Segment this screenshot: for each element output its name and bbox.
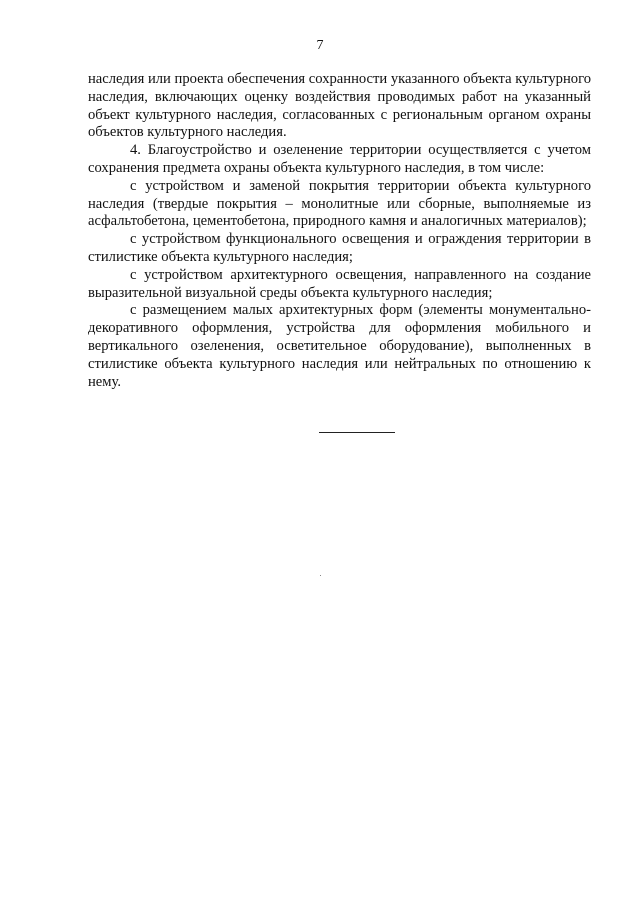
paragraph-small-architectural-forms: с размещением малых архитектурных форм (элементы монументально-декоративного оформления, устройства для оформления мобильного и вертикального озеленения, осветительное оборудование), выполненных в стилистике объекта культурного наследия или нейтральных по отношению к нему. — [88, 302, 591, 390]
scan-speck — [320, 575, 321, 576]
paragraph-functional-lighting: с устройством функционального освещения и ограждения территории в стилистике объекта культурного наследия; — [88, 231, 591, 265]
document-body — [88, 71, 591, 391]
paragraph-architectural-lighting: с устройством архитектурного освещения, направленного на создание выразительной визуальной среды объекта культурного наследия; — [88, 266, 591, 301]
end-divider-line — [319, 432, 395, 433]
page-number: 7 — [316, 38, 324, 53]
paragraph-continuation: наследия или проекта обеспечения сохранности указанного объекта культурного наследия, включающих оценку воздействия проводимых работ на указанный объект культурного наследия, согласованных с региональным органом охраны объектов культурного наследия. — [88, 71, 591, 141]
paragraph-surface-coating: с устройством и заменой покрытия территории объекта культурного наследия (твердые покрытия – монолитные или сборные, выполняемые из асфальтобетона, цементобетона, природного камня и аналогичных материалов); — [88, 177, 591, 230]
paragraph-item-4: 4. Благоустройство и озеленение территории осуществляется с учетом сохранения предмета охраны объекта культурного наследия, в том числе: — [88, 142, 591, 176]
